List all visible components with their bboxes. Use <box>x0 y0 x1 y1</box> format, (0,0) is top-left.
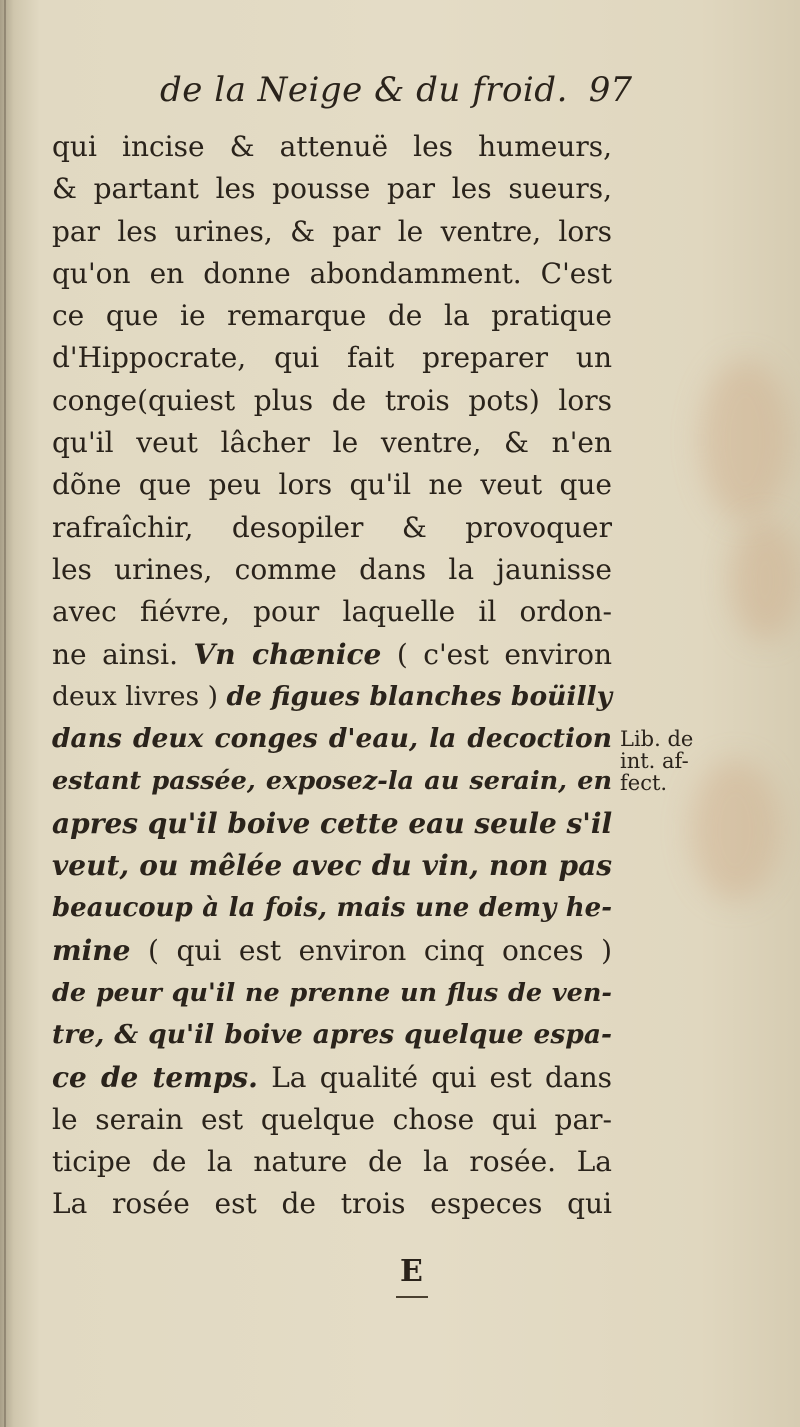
text-line <box>52 1141 612 1183</box>
text-line <box>52 760 612 802</box>
margin-note-line: fect. <box>620 771 668 795</box>
text-line <box>52 1099 612 1141</box>
text-run: par les urines, & par le ventre, lors <box>52 214 612 248</box>
text-run: La qualité qui est dans <box>257 1060 613 1094</box>
text-run: les urines, comme dans la jaunisse <box>52 552 612 586</box>
text-run: rafraîchir, desopiler & provoquer <box>52 510 612 544</box>
text-line <box>52 972 612 1014</box>
text-run: conge(quiest plus de trois pots) lors <box>52 383 612 417</box>
running-title: de la Neige & du froid. <box>160 70 568 110</box>
text-line <box>52 295 612 337</box>
text-run: ne ainsi. <box>52 637 194 671</box>
page-spine-edge <box>4 0 6 1427</box>
text-run: avec fiévre, pour laquelle il ordon- <box>52 595 612 629</box>
italic-text-run: estant passée, exposez-la au serain, en <box>52 766 612 797</box>
text-line <box>52 845 612 887</box>
text-line <box>52 718 612 760</box>
italic-text-run: tre, & qu'il boive apres quelque espa- <box>52 1019 612 1051</box>
paper-stain <box>700 360 790 520</box>
italic-text-run: apres qu'il boive cette eau seule s'il <box>52 806 613 840</box>
text-line <box>52 1057 612 1099</box>
text-line <box>52 422 612 464</box>
italic-text-run: Vn chænice <box>193 637 382 671</box>
text-line <box>52 507 612 549</box>
paper-stain <box>730 520 800 640</box>
signature-mark: E <box>400 1254 423 1289</box>
italic-text-run: veut, ou mêlée avec du vin, non pas <box>52 849 612 883</box>
italic-text-run: de figues blanches boüilly <box>226 680 612 712</box>
margin-note-line: int. af- <box>620 749 689 773</box>
text-run: & partant les pousse par les sueurs, <box>52 172 612 206</box>
body-text <box>52 126 612 1226</box>
text-run: qu'il veut lâcher le ventre, & n'en <box>52 426 612 460</box>
text-run: dõne que peu lors qu'il ne veut que <box>52 468 612 502</box>
text-line <box>52 930 612 972</box>
text-line <box>52 549 612 591</box>
text-run: ( qui est environ cinq onces ) <box>130 933 612 967</box>
text-run: La rosée est de trois especes qui <box>52 1187 612 1221</box>
italic-text-run: beaucoup à la fois, mais une demy he- <box>52 893 612 924</box>
text-line <box>52 168 612 210</box>
text-line <box>52 211 612 253</box>
text-run: le serain est quelque chose qui par- <box>52 1102 612 1136</box>
text-run: qu'on en donne abondamment. C'est <box>52 256 612 290</box>
text-line <box>52 887 612 929</box>
margin-note-line: Lib. de <box>620 727 694 751</box>
text-run: qui incise & attenuë les humeurs, <box>52 130 612 163</box>
text-run: ( c'est environ <box>381 637 612 671</box>
text-line <box>52 253 612 295</box>
text-line <box>52 591 612 633</box>
text-line <box>52 803 612 845</box>
text-line <box>52 676 612 718</box>
page-number: 97 <box>588 70 632 110</box>
text-run: d'Hippocrate, qui fait preparer un <box>52 341 612 375</box>
text-line <box>52 380 612 422</box>
text-run: ticipe de la nature de la rosée. La <box>52 1145 612 1179</box>
signature-rule <box>396 1296 428 1298</box>
text-line <box>52 1183 612 1225</box>
margin-note <box>620 728 720 794</box>
italic-text-run: mine <box>52 933 131 967</box>
italic-text-run: dans deux conges d'eau, la decoction <box>52 723 612 755</box>
text-run: deux livres ) <box>52 680 227 712</box>
italic-text-run: ce de temps. <box>52 1060 258 1094</box>
text-line <box>52 1014 612 1056</box>
italic-text-run: de peur qu'il ne prenne un flus de ven- <box>52 977 612 1008</box>
text-run: ce que ie remarque de la pratique <box>52 299 612 333</box>
text-line <box>52 337 612 379</box>
text-line <box>52 126 612 168</box>
page-header <box>160 70 640 122</box>
text-line <box>52 634 612 676</box>
text-line <box>52 464 612 506</box>
